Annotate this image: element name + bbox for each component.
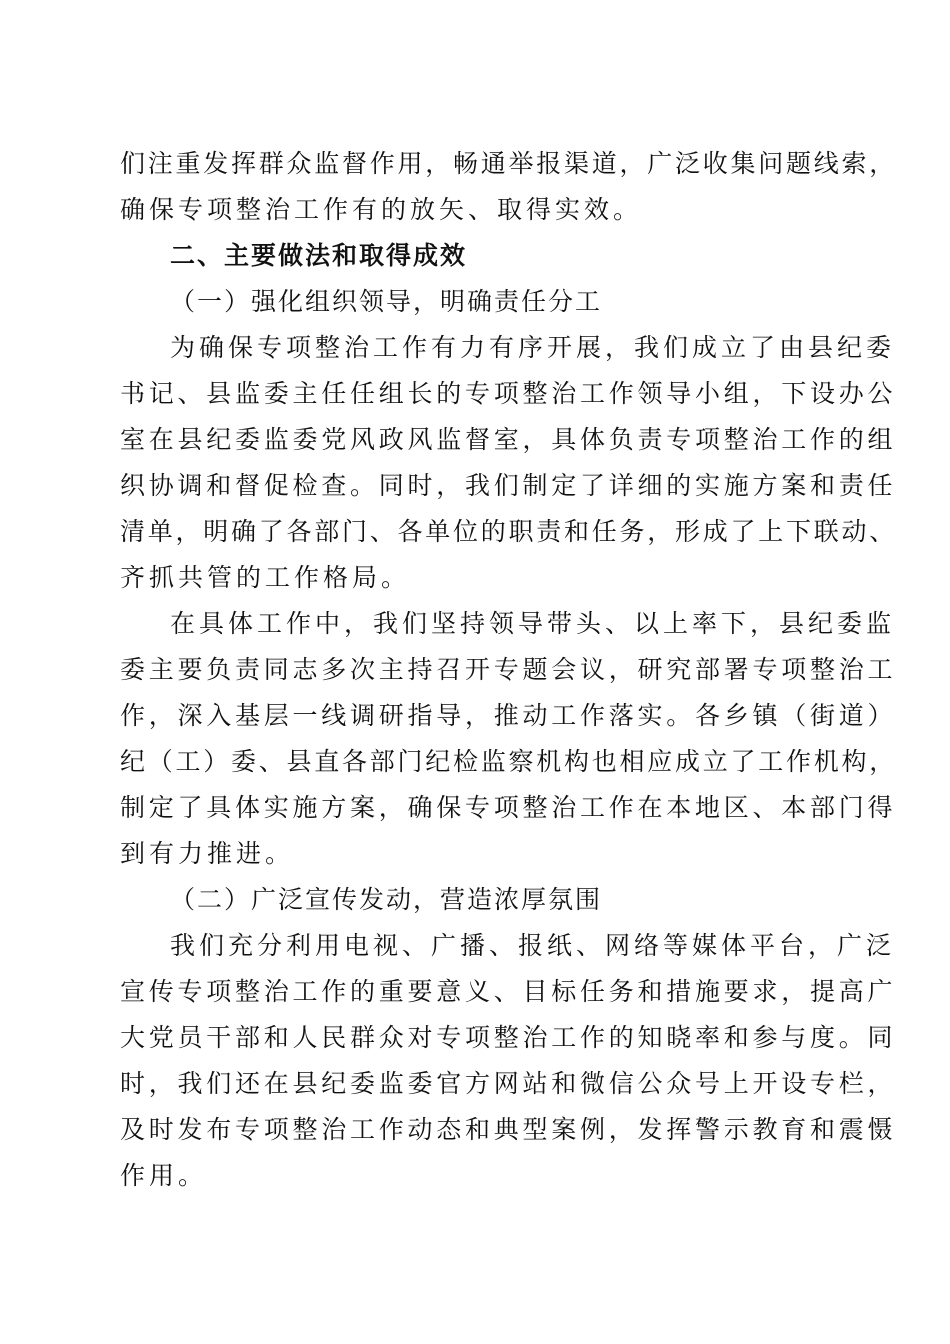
paragraph-line: 宣传专项整治工作的重要意义、目标任务和措施要求，提高广 [120,977,897,1006]
paragraph-line: 纪（工）委、县直各部门纪检监察机构也相应成立了工作机构， [120,747,898,776]
subsection-heading: （二）广泛宣传发动，营造浓厚氛围 [170,885,603,914]
paragraph-line: 织协调和督促检查。同时，我们制定了详细的实施方案和责任 [120,471,897,500]
paragraph-line: 为确保专项整治工作有力有序开展，我们成立了由县纪委 [170,333,896,362]
paragraph-line: 时，我们还在县纪委监委官方网站和微信公众号上开设专栏， [120,1069,897,1098]
paragraph-line: 及时发布专项整治工作动态和典型案例，发挥警示教育和震慑 [120,1115,897,1144]
paragraph-line: 确保专项整治工作有的放矢、取得实效。 [120,195,643,224]
paragraph-line: 们注重发挥群众监督作用，畅通举报渠道，广泛收集问题线索， [120,149,898,178]
section-heading: 二、主要做法和取得成效 [170,241,468,270]
paragraph-line: 制定了具体实施方案，确保专项整治工作在本地区、本部门得 [120,793,897,822]
paragraph-line: 到有力推进。 [120,839,295,868]
paragraph-line: 大党员干部和人民群众对专项整治工作的知晓率和参与度。同 [120,1023,897,1052]
paragraph-line: 委主要负责同志多次主持召开专题会议，研究部署专项整治工 [120,655,897,684]
paragraph-line: 在具体工作中，我们坚持领导带头、以上率下，县纪委监 [170,609,896,638]
paragraph-line: 清单，明确了各部门、各单位的职责和任务，形成了上下联动、 [120,517,898,546]
paragraph-line: 我们充分利用电视、广播、报纸、网络等媒体平台，广泛 [170,931,896,960]
subsection-heading: （一）强化组织领导，明确责任分工 [170,287,603,316]
paragraph-line: 室在县纪委监委党风政风监督室，具体负责专项整治工作的组 [120,425,897,454]
paragraph-line: 作用。 [120,1161,208,1190]
paragraph-line: 齐抓共管的工作格局。 [120,563,411,592]
paragraph-line: 书记、县监委主任任组长的专项整治工作领导小组，下设办公 [120,379,897,408]
paragraph-line: 作，深入基层一线调研指导，推动工作落实。各乡镇（街道） [120,701,897,730]
